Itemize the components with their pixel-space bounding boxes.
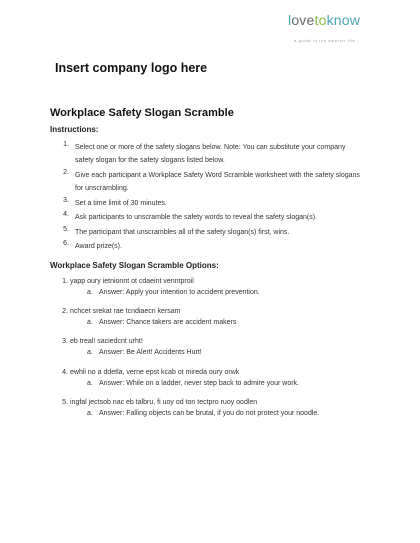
answer-text: Answer: Be Alert! Accidents Hurt! [99,349,202,356]
instruction-text: Ask participants to unscramble the safety words to reveal the safety slogan(s). [75,214,318,221]
option-number: 1. [62,278,68,285]
scrambled-slogan: eb treal! saciedcnt urht! [70,338,143,345]
option-number: 5. [62,399,68,406]
scrambled-slogan: nchcet srekat rae tcndiaecn kersam [70,308,181,315]
instruction-text: Give each participant a Workplace Safety Word Scramble worksheet with the safety slogans for unscrambling. [75,172,360,192]
instruction-number: 5. [63,226,69,233]
answer-marker: a. [87,289,93,296]
answer-marker: a. [87,319,93,326]
options-label: Workplace Safety Slogan Scramble Options: [50,261,219,270]
brand-tagline: a guide to the smarter life [294,38,356,43]
instruction-number: 2. [63,169,69,176]
option-number: 3. [62,338,68,345]
answer-marker: a. [87,410,93,417]
answer-text: Answer: Chance takers are accident makers [99,319,237,326]
document-title: Workplace Safety Slogan Scramble [50,107,234,119]
option-number: 4. [62,369,68,376]
instruction-text: The participant that unscrambles all of the safety slogan(s) first, wins. [75,229,290,236]
scrambled-slogan: ewhli no a ddetla, verne epst kcab ot mireda oury orwk [70,369,240,376]
company-logo-placeholder: Insert company logo here [55,61,208,75]
answer-marker: a. [87,380,93,387]
option-number: 2. [62,308,68,315]
instructions-label: Instructions: [50,125,99,134]
answer-text: Answer: Apply your intention to accident prevention. [99,289,260,296]
brand-wordmark: lovetoknow [288,12,361,28]
brand-logo[interactable] [288,12,361,43]
instruction-text: Award prize(s). [75,243,122,250]
instruction-number: 6. [63,240,69,247]
answer-marker: a. [87,349,93,356]
scrambled-slogan: ingfal jectsob nac eb talbru, fi uoy od ton tectpro ruoy oodlen [70,399,258,406]
instruction-text: Set a time limit of 30 minutes. [75,200,167,207]
instruction-number: 3. [63,197,69,204]
instruction-text: Select one or more of the safety slogans below. Note: You can substitute your company safety slogan for the safety slogans listed below. [75,144,346,164]
instruction-number: 4. [63,211,69,218]
answer-text: Answer: Falling objects can be brutal, if you do not protect your noodle. [99,410,320,417]
answer-text: Answer: While on a ladder, never step back to admire your work. [99,380,299,387]
scrambled-slogan: yapp oury ietnionnt ot cdaeint venntproil [70,278,194,285]
instruction-number: 1. [63,141,69,148]
